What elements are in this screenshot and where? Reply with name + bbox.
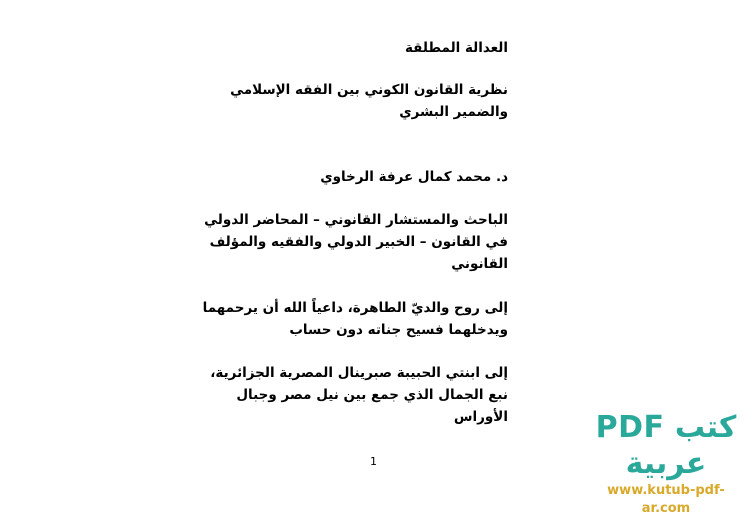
- dedication-daughter-line: الأوراس: [453, 409, 508, 425]
- book-title: [238, 37, 508, 59]
- dedication-daughter: [210, 362, 508, 428]
- subtitle-line: والضمير البشري: [399, 104, 508, 120]
- dedication-daughter-line: نبع الجمال الذي جمع بين نيل مصر وجبال: [236, 387, 508, 403]
- page-number: 1: [370, 455, 377, 468]
- subtitle-line: نظرية القانون الكوني بين الفقه الإسلامي: [230, 82, 508, 98]
- dedication-parents: [202, 297, 508, 341]
- author-description: [204, 209, 508, 275]
- watermark-title: كتب PDF عربية: [595, 410, 737, 481]
- book-title-line: العدالة المطلقة: [404, 40, 508, 56]
- dedication-parents-line: إلى روح والديّ الطاهرة، داعياً الله أن يرحمهما: [202, 300, 508, 316]
- watermark-url: www.kutub-pdf-ar.com: [607, 483, 725, 516]
- watermark-logo: [586, 410, 746, 518]
- author-description-line: في القانون – الخبير الدولي والفقيه والمؤلف: [209, 234, 508, 250]
- author-name-line: د. محمد كمال عرفة الرخاوي: [320, 169, 508, 185]
- author-description-line: القانوني: [451, 256, 508, 272]
- dedication-daughter-line: إلى ابنتي الحبيبة صبرينال المصرية الجزائرية،: [210, 365, 508, 381]
- book-subtitle: [230, 79, 508, 123]
- author-description-line: الباحث والمستشار القانوني – المحاضر الدولي: [204, 212, 508, 228]
- dedication-parents-line: ويدخلهما فسيح جناته دون حساب: [289, 322, 508, 338]
- author-name: [238, 166, 508, 188]
